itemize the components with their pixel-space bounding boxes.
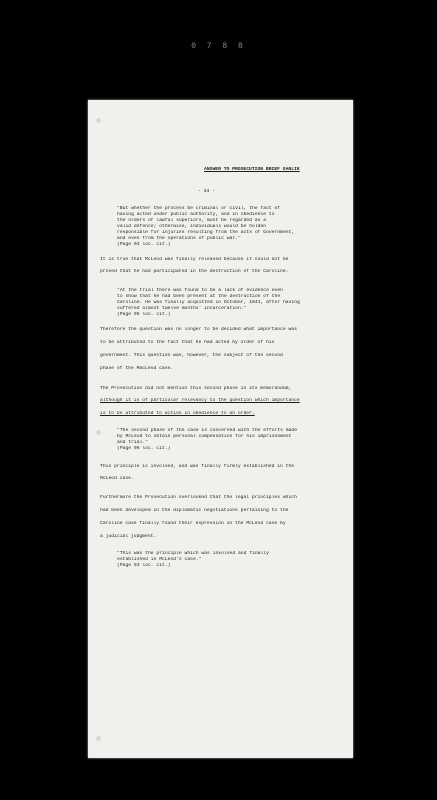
para2-line: Therefore the question was no longer to be decided what importance was [100, 327, 297, 332]
document-heading: ANSWER TO PROSECUTION BRIEF GANLIK [204, 167, 300, 172]
para5-line: a judicial judgment. [100, 534, 157, 539]
para1-line: proved that he had participated in the destruction of the Caroline. [100, 269, 289, 274]
para2-line: phase of the MacLeod case. [100, 366, 174, 371]
quote1-line: having acted under public authority, and in obedience to [117, 212, 275, 217]
para4-line: This principle is involved, and was finally firmly established in the [100, 464, 295, 469]
quote1-citation: (Page 94 loc. cit.) [117, 242, 171, 247]
para5-line: had been developed in the diplomatic negotiations pertaining to the [100, 508, 289, 513]
quote2-line: "At the trial there was found to be a lack of evidence even [117, 288, 283, 293]
page-number: - 34 - [198, 189, 215, 194]
binder-hole [96, 430, 101, 435]
binder-hole [96, 118, 101, 123]
quote2-line: suffered almost twelve months' incarceration." [117, 306, 247, 311]
para2-line: to be attributed to the fact that he had acted by order of his [100, 340, 275, 345]
para4-line: McLeod case. [100, 476, 134, 481]
document-page [88, 100, 353, 758]
para3-line: is to be attributed to action in obedience to an order. [100, 411, 255, 416]
para2-line: government. This question was, however, the subject of the second [100, 353, 283, 358]
para3-line: The Prosecution did not mention this second phase in its memorandum, [100, 386, 292, 391]
quote1-line: and even from the operations of public war." [117, 236, 241, 241]
binder-hole [96, 736, 101, 741]
para1-line: It is true that McLeod was finally released because it could not be [100, 257, 289, 262]
quote1-line: responsible for injuries resulting from the acts of Government, [117, 230, 295, 235]
quote2-citation: (Page 95 loc. cit.) [117, 312, 171, 317]
film-frame-number: 0 7 8 8 [191, 42, 246, 51]
para3-line: although it is of particular relevancy to the question which importance [100, 398, 300, 403]
quote4-line: established in McLeod's case." [117, 557, 202, 562]
para5-line: Furthermore the Prosecution overlooked that the legal principles which [100, 495, 297, 500]
quote4-line: "This was the principle which was involved and finally [117, 551, 269, 556]
quote1-line: valid defence; otherwise, individuals would be holden [117, 224, 267, 229]
para5-line: Caroline case finally found their expression in the McLeod case by [100, 521, 286, 526]
quote3-line: and trial." [117, 440, 148, 445]
quote2-line: to show that he had been present at the destruction of the [117, 294, 281, 299]
quote3-line: by McLeod to obtain personal compensation for his imprisonment [117, 434, 292, 439]
quote3-citation: (Page 96 loc. cit.) [117, 446, 171, 451]
quote1-line: the orders of lawful superiors, must be regarded as a [117, 218, 267, 223]
quote1-line: "But whether the process be criminal or civil, the fact of [117, 206, 281, 211]
quote3-line: "The second phase of the case is concerned with the efforts made [117, 428, 298, 433]
quote4-citation: (Page 93 loc. cit.) [117, 563, 171, 568]
quote2-line: Caroline. He was finally acquitted in October, 1841, after having [117, 300, 300, 305]
